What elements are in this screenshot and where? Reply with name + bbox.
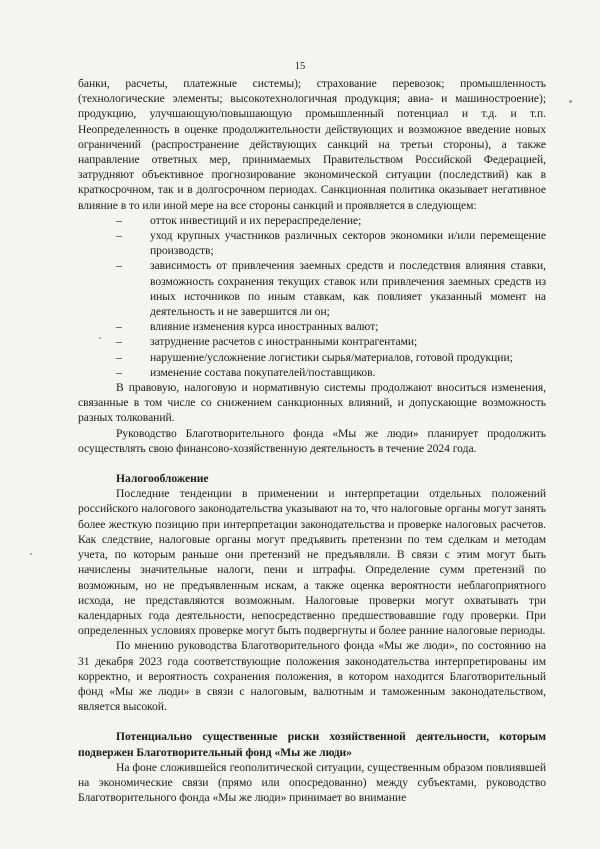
- risks-paragraph: На фоне сложившейся геополитической ситуации, существенным образом повлиявшей на экономические связи (прямо или опосредованно) между субъектами, руководство Благотворительного фонда «Мы же люди» принимает во внимание: [78, 760, 546, 805]
- opinion-paragraph: По мнению руководства Благотворительного фонда «Мы же люди», по состоянию на 31 декабря 2023 года соответствующие положения законодательства интерпретированы им корректно, и вероятность сохранения положения, в котором находится Благотворительный фонд «Мы же люди» в связи с налоговым, валютным и таможенным законодательством, является высокой.: [78, 639, 546, 714]
- spacer: [78, 456, 546, 471]
- list-item-text: уход крупных участников различных секторов экономики и/или перемещение производств;: [150, 229, 546, 258]
- list-item-text: зависимость от привлечения заемных средств и последствия влияния ставки, возможность сохранения текущих ставок или привлечения заемных средств из иных источников по иным ставкам, как повлияет указанный момент на деятельность и не завершится ли он;: [150, 259, 546, 319]
- list-item-text: влияние изменения курса иностранных валют;: [150, 320, 379, 334]
- scan-speck: [99, 337, 101, 339]
- list-dash: –: [116, 259, 122, 273]
- list-dash: –: [116, 365, 122, 379]
- list-item: [78, 334, 546, 349]
- list-item: [78, 258, 546, 319]
- list-item: [78, 350, 546, 365]
- list-dash: –: [116, 335, 122, 349]
- taxation-heading: Налогообложение: [116, 472, 209, 486]
- list-item-text: изменение состава покупателей/поставщиков.: [150, 365, 376, 379]
- management-paragraph: Руководство Благотворительного фонда «Мы же люди» планирует продолжить осуществлять свою финансово-хозяйственную деятельность в течение 2024 года.: [78, 426, 546, 455]
- sanctions-list: [78, 213, 546, 380]
- list-item-text: нарушение/усложнение логистики сырья/материалов, готовой продукции;: [150, 350, 513, 364]
- list-item: [78, 213, 546, 228]
- list-item-text: отток инвестиций и их перераспределение;: [150, 213, 362, 227]
- list-item: [78, 228, 546, 258]
- intro-paragraph: банки, расчеты, платежные системы); страхование перевозок; промышленность (технологические элементы; высокотехнологичная продукция; авиа- и машиностроение); продукцию, улучшающую/повышающую промышленный потенциал и т.д. и т.п. Неопределенность в оценке продолжительности действующих и возможное введение новых ограничений (распространение действующих санкций на третьи стороны), а также направление ответных мер, принимаемых Правительством Российской Федерацией, затрудняют объективное прогнозирование экономической ситуации (последствий) как в краткосрочном, так и в долгосрочном периодах. Санкционная политика оказывает негативное влияние в то или иной мере на все стороны санкций и проявляется в следующем:: [78, 77, 546, 212]
- spacer: [78, 714, 546, 729]
- list-dash: –: [116, 213, 122, 227]
- list-dash: –: [116, 350, 122, 364]
- list-item: [78, 319, 546, 334]
- list-item: [78, 365, 546, 380]
- list-dash: –: [116, 320, 122, 334]
- risks-heading: Потенциально существенные риски хозяйственной деятельности, которым подвержен Благотворительный фонд «Мы же люди»: [78, 730, 546, 759]
- list-item-text: затруднение расчетов с иностранными контрагентами;: [150, 335, 418, 349]
- page-number: 15: [294, 61, 306, 72]
- regulation-paragraph: В правовую, налоговую и нормативную системы продолжают вноситься изменения, связанные в том числе со снижением санкционных влияний, и допускающие возможность разных толкований.: [78, 381, 546, 425]
- list-dash: –: [116, 229, 122, 243]
- page-content: [78, 76, 546, 805]
- scan-speck: [30, 553, 32, 555]
- taxation-paragraph: Последние тенденции в применении и интерпретации отдельных положений российского налогового законодательства указывают на то, что налоговые органы могут занять более жесткую позицию при интерпретации законодательства и проверке налоговых расчетов. Как следствие, налоговые органы могут предъявить претензии по тем сделкам и методам учета, по которым раньше они претензий не предъявляли. В связи с этим могут быть начислены значительные налоги, пени и штрафы. Определение сумм претензий по возможным, но не предъявленным искам, а также оценка вероятности неблагоприятного исхода, не представляются возможным. Налоговые проверки могут охватывать три календарных года деятельности, непосредственно предшествовавшие году проверки. При определенных условиях проверке могут быть подвергнуты и более ранние налоговые периоды.: [78, 487, 546, 638]
- scan-speck: [569, 100, 572, 103]
